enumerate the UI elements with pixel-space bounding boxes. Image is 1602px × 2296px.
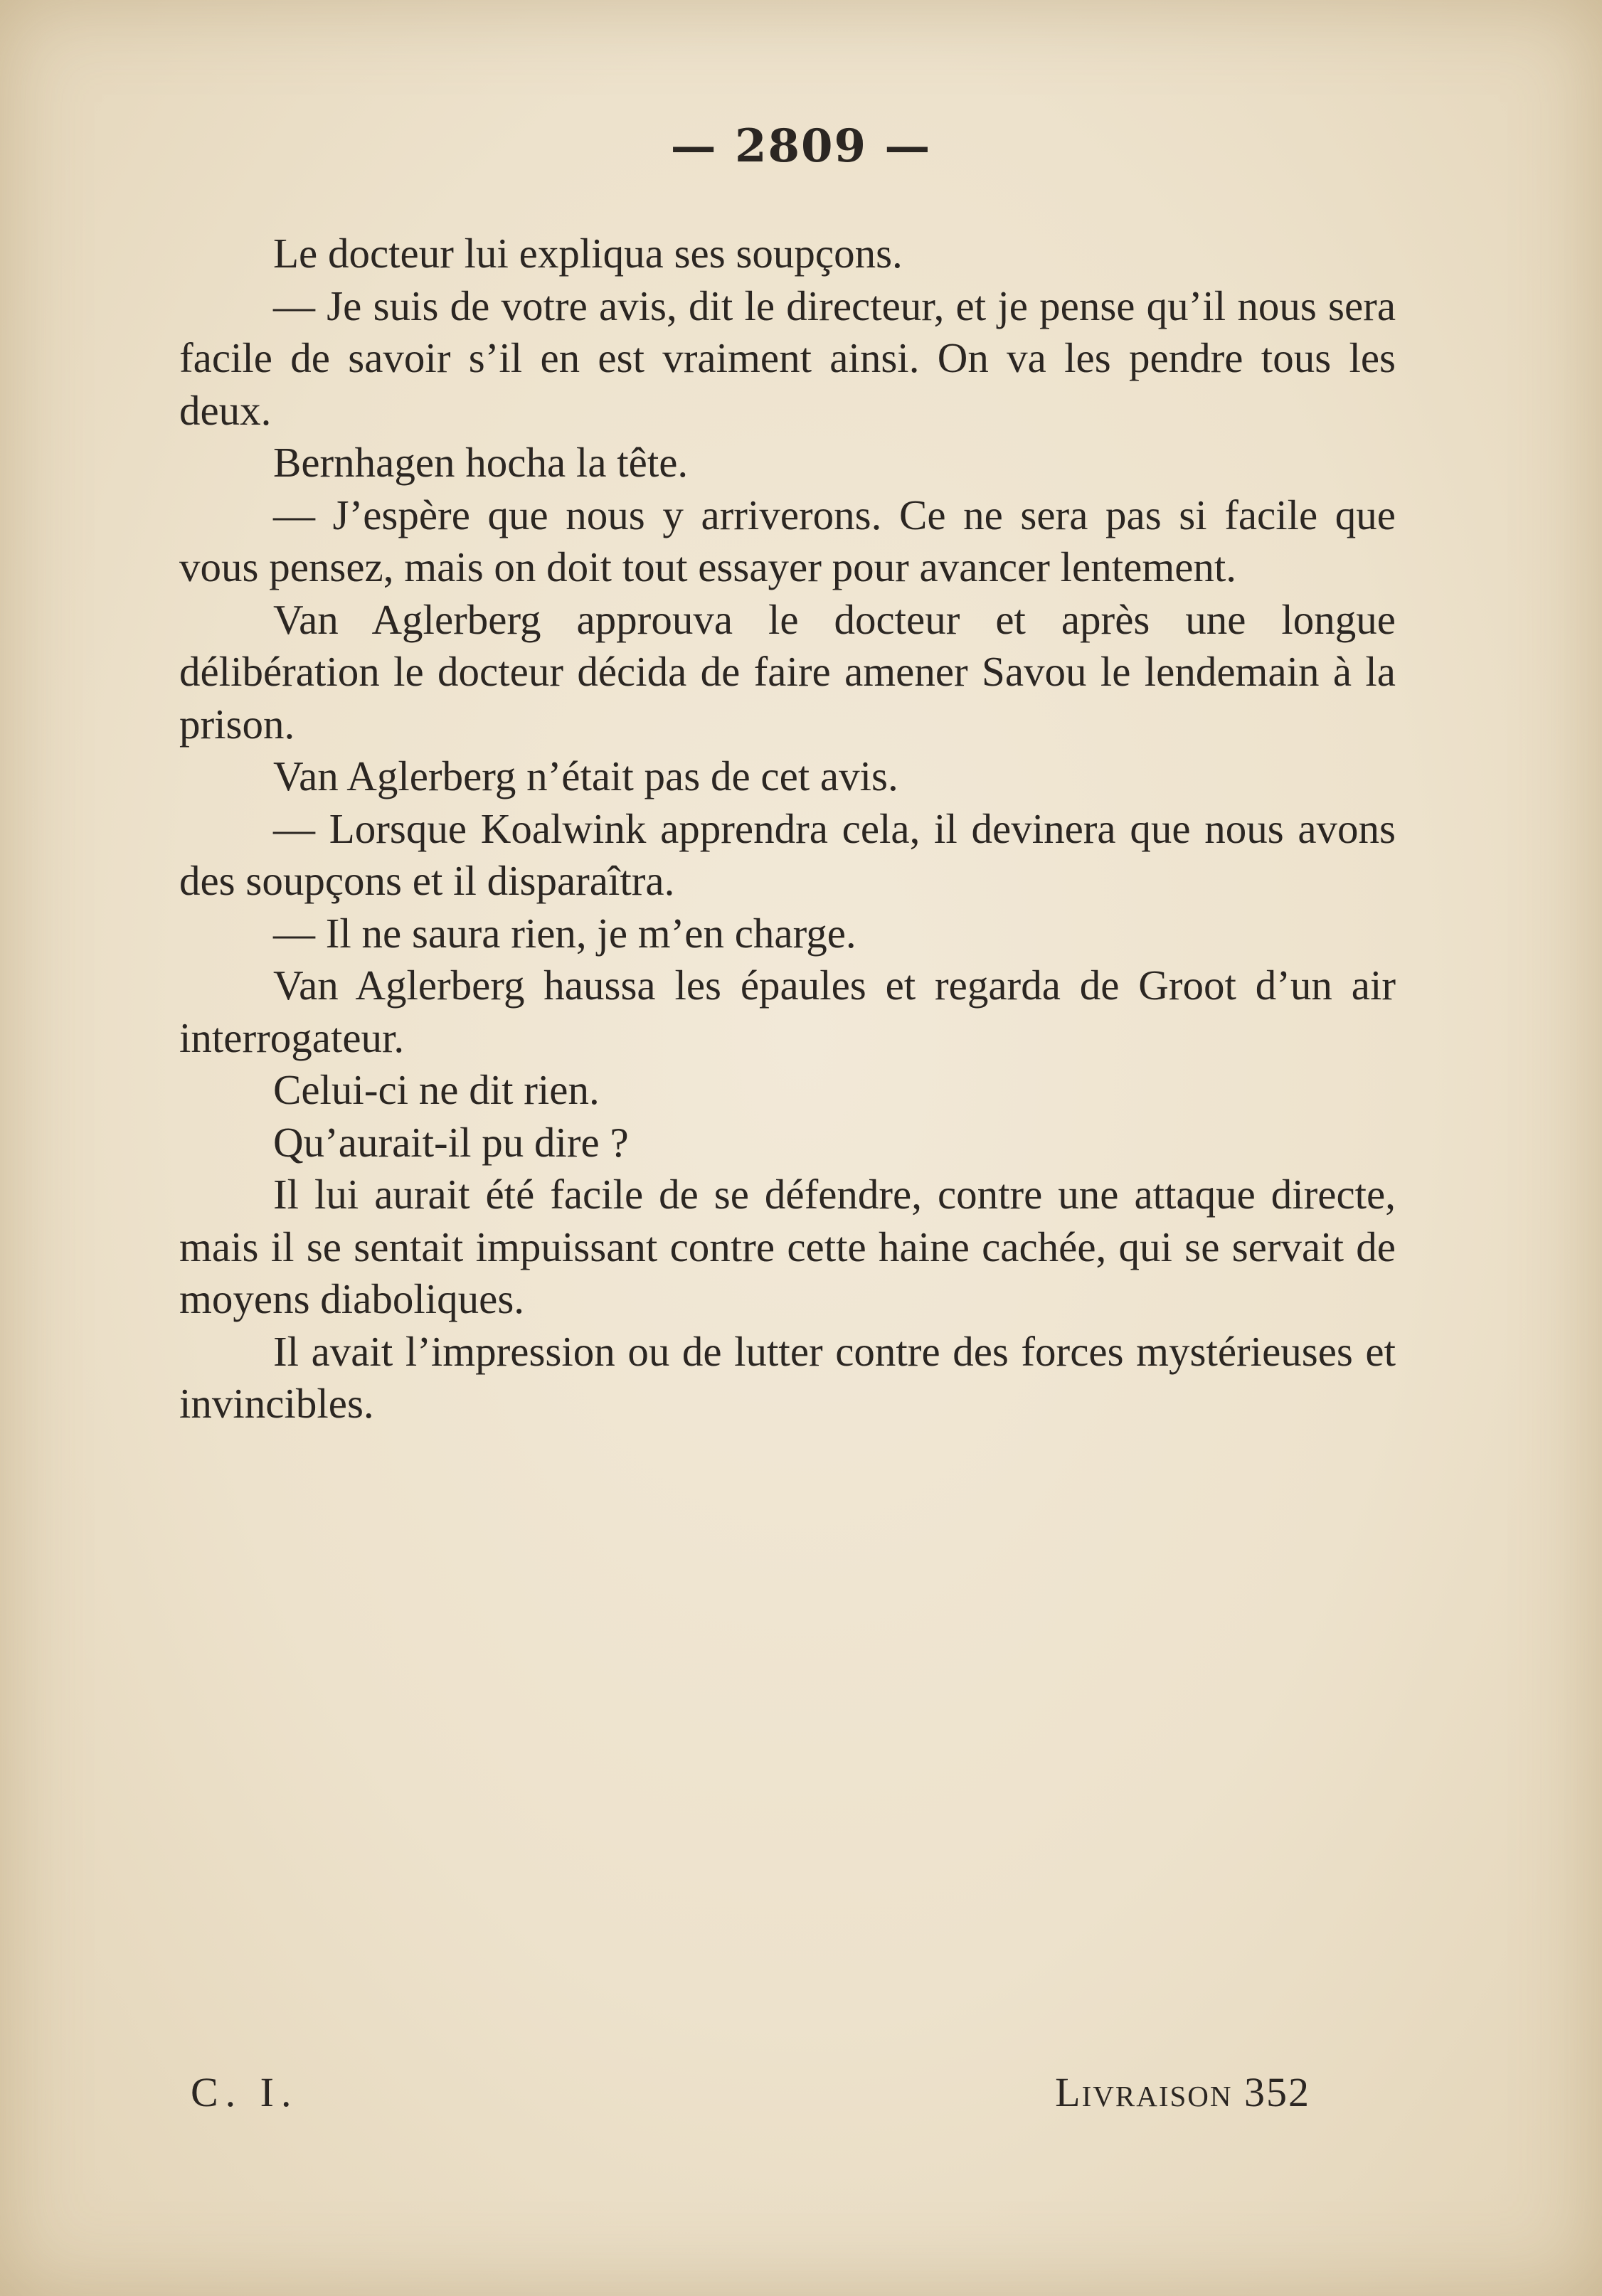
paragraph: Van Aglerberg approuva le docteur et après une longue délibération le docteur décida de faire amener Savou le lendemain à la prison. <box>179 595 1396 748</box>
page-number: — 2809 — <box>670 119 932 173</box>
paragraph: Il avait l’impression ou de lutter contre des forces mystérieuses et invincibles. <box>179 1327 1396 1427</box>
paragraph: Le docteur lui expliqua ses soupçons. <box>273 230 903 277</box>
body-text <box>179 228 1396 1430</box>
page-footer <box>179 2068 1310 2125</box>
paragraph: — J’espère que nous y arriverons. Ce ne sera pas si facile que vous pensez, mais on doit tout essayer pour avancer lentement. <box>179 491 1396 590</box>
paragraph: Bernhagen hocha la tête. <box>273 439 689 486</box>
paragraph: Van Aglerberg haussa les épaules et regarda de Groot d’un air interrogateur. <box>179 962 1396 1061</box>
paragraph: — Il ne saura rien, je m’en charge. <box>273 909 856 957</box>
paragraph: — Lorsque Koalwink apprendra cela, il devinera que nous avons des soupçons et il disparaîtra. <box>179 804 1396 904</box>
paragraph: Il lui aurait été facile de se défendre, contre une attaque directe, mais il se sentait impuissant contre cette haine cachée, qui se servait de moyens diaboliques. <box>179 1171 1396 1322</box>
paragraph: Van Aglerberg n’était pas de cet avis. <box>273 753 898 799</box>
paragraph: Celui-ci ne dit rien. <box>273 1066 600 1113</box>
paragraph: Qu’aurait-il pu dire ? <box>273 1118 629 1166</box>
signature-mark: C. I. <box>191 2069 299 2115</box>
installment-label: Livraison 352 <box>1055 2069 1310 2115</box>
paragraph: — Je suis de votre avis, dit le directeur, et je pense qu’il nous sera facile de savoir s’il en est vraiment ainsi. On va les pendre tous les deux. <box>179 282 1396 434</box>
